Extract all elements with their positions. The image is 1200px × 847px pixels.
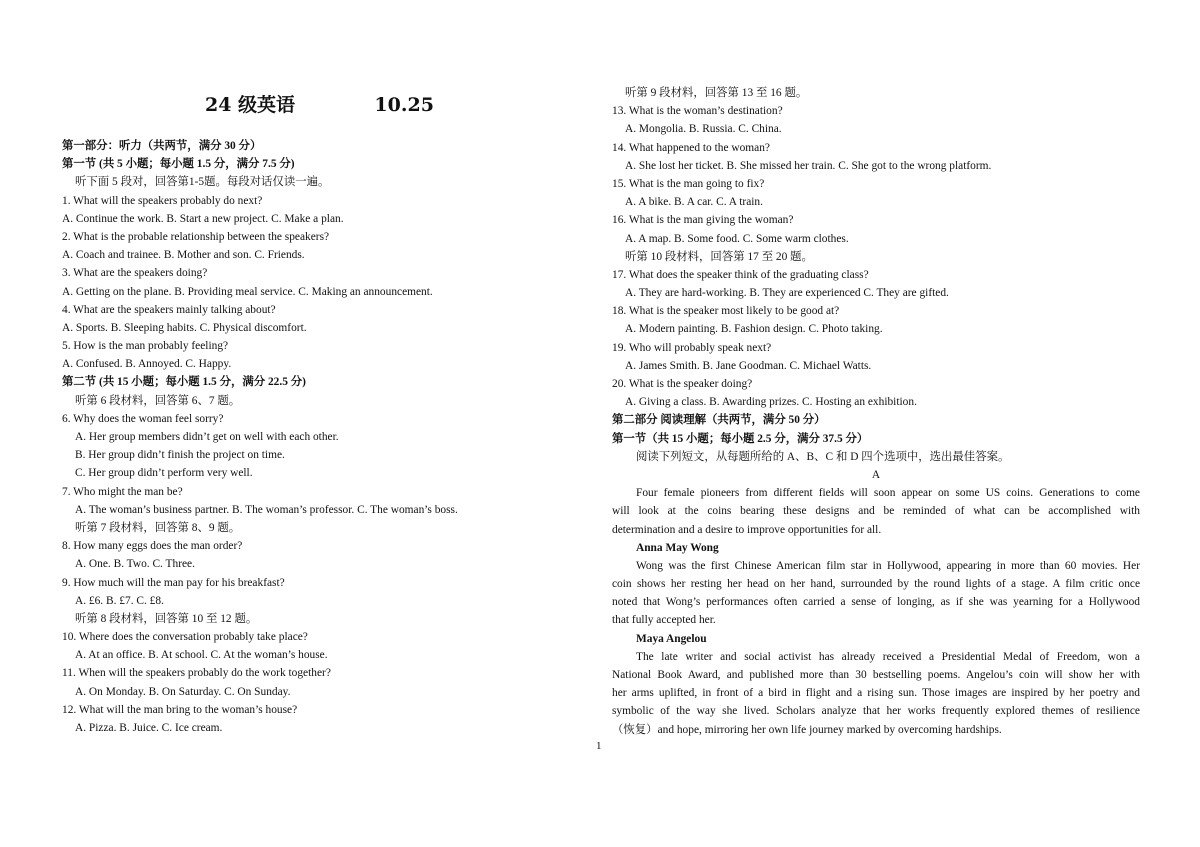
right-lines-line: 16. What is the man giving the woman?	[612, 214, 794, 227]
left-lines-line: 3. What are the speakers doing?	[62, 267, 208, 280]
right-lines-line: 第二部分 阅读理解（共两节，满分 50 分）	[612, 414, 826, 427]
left-lines-line: 10. Where does the conversation probably take place?	[62, 631, 308, 644]
left-lines-line: A. Getting on the plane. B. Providing meal service. C. Making an announcement.	[62, 285, 433, 298]
page-title: 24 级英语 10.25	[205, 94, 434, 116]
left-lines-line: 第一节 (共 5 小题；每小题 1.5 分，满分 7.5 分)	[62, 158, 295, 171]
right-lines-line: 18. What is the speaker most likely to be good at?	[612, 305, 840, 318]
left-lines-line: 2. What is the probable relationship between the speakers?	[62, 230, 330, 243]
left-lines-line: 8. How many eggs does the man order?	[62, 540, 243, 553]
right-lines-line: Anna May Wong	[636, 541, 719, 554]
left-lines-line: B. Her group didn’t finish the project on time.	[75, 449, 285, 462]
right-lines-line: A. She lost her ticket. B. She missed her train. C. She got to the wrong platform.	[625, 159, 992, 172]
left-lines-line: A. One. B. Two. C. Three.	[75, 558, 195, 571]
right-lines-line: A. A map. B. Some food. C. Some warm clothes.	[625, 232, 849, 245]
right-lines-line: will look at the coins bearing these designs and be reminded of what can be accomplished with	[612, 505, 1140, 518]
right-lines-line: coin shows her resting her head on her hand, surrounded by the round lights of a stage. A film critic once	[612, 578, 1140, 591]
right-lines-line: noted that Wong’s performances often carried a sense of longing, as if she was yearning for a Hollywood	[612, 596, 1140, 609]
right-lines-line: A. Giving a class. B. Awarding prizes. C. Hosting an exhibition.	[625, 396, 917, 409]
right-lines-line: 听第 10 段材料，回答第 17 至 20 题。	[625, 250, 813, 263]
left-lines-line: 第二节 (共 15 小题；每小题 1.5 分，满分 22.5 分)	[62, 376, 306, 389]
left-lines-line: 4. What are the speakers mainly talking about?	[62, 303, 276, 316]
right-lines-line: 15. What is the man going to fix?	[612, 177, 765, 190]
left-lines-line: A. Coach and trainee. B. Mother and son. C. Friends.	[62, 249, 305, 262]
right-lines-line: her arms uplifted, in front of a bird in flight and a rising sun. Those images are inspired by her poetry and	[612, 687, 1140, 700]
left-lines-line: 第一部分：听力（共两节，满分 30 分）	[62, 140, 262, 152]
right-lines-line: that fully accepted her.	[612, 614, 716, 627]
left-lines	[62, 137, 562, 737]
left-lines-line: A. Her group members didn’t get on well with each other.	[75, 431, 339, 443]
left-lines-line: 听第 7 段材料，回答第 8、9 题。	[75, 521, 241, 534]
left-lines-line: A. On Monday. B. On Saturday. C. On Sunday.	[75, 685, 291, 698]
left-lines-line: 11. When will the speakers probably do the work together?	[62, 667, 331, 680]
left-lines-line: 听下面 5 段对，回答第1-5题。每段对话仅读一遍。	[75, 176, 330, 189]
right-lines-line: Four female pioneers from different fields will soon appear on some US coins. Generations to come	[636, 487, 1140, 500]
right-lines-line: Maya Angelou	[636, 632, 707, 645]
right-lines-line: 19. Who will probably speak next?	[612, 341, 772, 354]
left-lines-line: A. The woman’s business partner. B. The woman’s professor. C. The woman’s boss.	[75, 503, 458, 516]
right-lines-line: Wong was the first Chinese American film star in Hollywood, appearing in more than 60 movies. Her	[636, 559, 1140, 572]
left-lines-line: 1. What will the speakers probably do next?	[62, 194, 263, 207]
right-lines-line: A. Modern painting. B. Fashion design. C. Photo taking.	[625, 323, 883, 336]
left-lines-line: A. At an office. B. At school. C. At the woman’s house.	[75, 649, 328, 662]
right-lines-line: 阅读下列短文，从每题所给的 A、B、C 和 D 四个选项中，选出最佳答案。	[636, 450, 1010, 463]
right-lines-line: symbolic of the way she lived. Scholars analyze that her works frequently explored themes of resilience	[612, 705, 1140, 718]
right-lines-line: 17. What does the speaker think of the graduating class?	[612, 268, 869, 281]
left-lines-line: 7. Who might the man be?	[62, 485, 183, 498]
left-lines-line: A. Continue the work. B. Start a new project. C. Make a plan.	[62, 212, 344, 225]
right-lines-line: 听第 9 段材料，回答第 13 至 16 题。	[625, 87, 808, 99]
right-lines-line: determination and a desire to improve opportunities for all.	[612, 523, 882, 536]
right-lines	[612, 84, 1140, 739]
left-lines-line: A. Sports. B. Sleeping habits. C. Physical discomfort.	[62, 321, 307, 334]
right-lines-line: A. They are hard-working. B. They are experienced C. They are gifted.	[625, 287, 949, 300]
right-lines-line: （恢复）and hope, mirroring her own life journey marked by overcoming hardships.	[612, 723, 1002, 736]
left-lines-line: 12. What will the man bring to the woman’s house?	[62, 703, 298, 716]
left-lines-line: A. Confused. B. Annoyed. C. Happy.	[62, 358, 232, 371]
right-lines-line: 20. What is the speaker doing?	[612, 378, 753, 390]
right-lines-line: National Book Award, and published more than 30 bestselling poems. Angelou’s coin will show her with	[612, 669, 1140, 681]
left-lines-line: A. Pizza. B. Juice. C. Ice cream.	[75, 722, 223, 734]
right-lines-line: A. Mongolia. B. Russia. C. China.	[625, 123, 782, 136]
right-lines-line: 第一节（共 15 小题；每小题 2.5 分，满分 37.5 分）	[612, 432, 869, 445]
right-lines-line: A	[871, 468, 881, 481]
left-lines-line: 5. How is the man probably feeling?	[62, 340, 229, 353]
left-lines-line: 听第 8 段材料，回答第 10 至 12 题。	[75, 612, 258, 625]
left-lines-line: 听第 6 段材料，回答第 6、7 题。	[75, 394, 241, 407]
right-lines-line: A. James Smith. B. Jane Goodman. C. Michael Watts.	[625, 359, 872, 372]
right-lines-line: The late writer and social activist has already received a Presidential Medal of Freedom, won a	[636, 650, 1140, 663]
left-lines-line: C. Her group didn’t perform very well.	[75, 467, 253, 480]
left-lines-line: 6. Why does the woman feel sorry?	[62, 412, 224, 425]
page-number: 1	[596, 740, 602, 752]
right-lines-line: 14. What happened to the woman?	[612, 141, 770, 154]
left-lines-line: 9. How much will the man pay for his breakfast?	[62, 576, 285, 589]
right-lines-line: A. A bike. B. A car. C. A train.	[625, 196, 763, 209]
right-lines-line: 13. What is the woman’s destination?	[612, 105, 783, 118]
left-lines-line: A. £6. B. £7. C. £8.	[75, 594, 164, 607]
